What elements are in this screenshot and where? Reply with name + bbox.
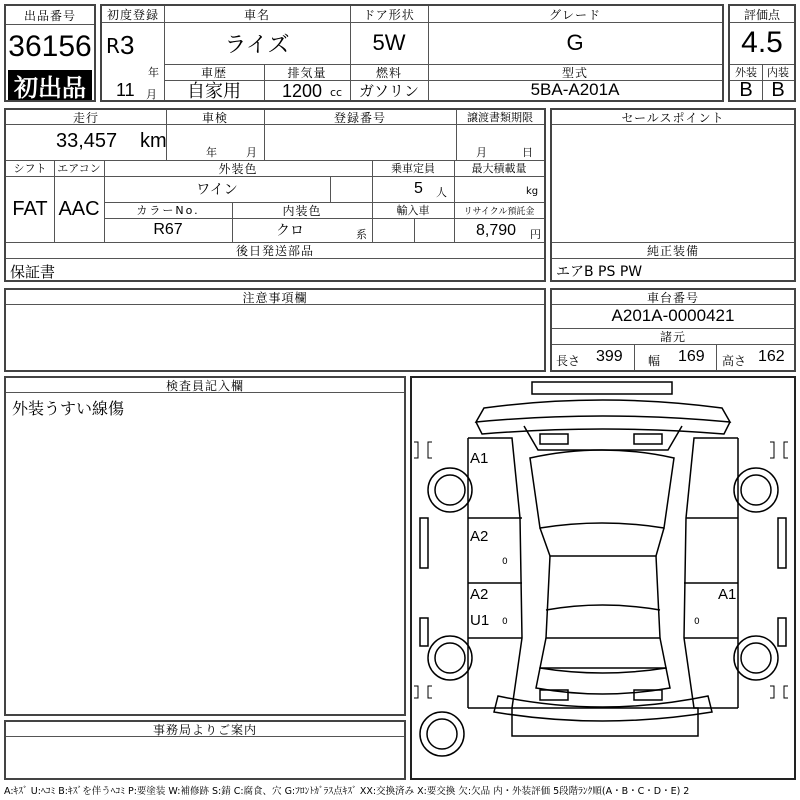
svg-text:0: 0 (502, 617, 508, 627)
sales-label: セールスポイント (621, 110, 725, 125)
length: 399 (596, 348, 623, 365)
score-box (728, 4, 796, 102)
length-label: 長さ (556, 354, 581, 368)
damage-code: A1 (470, 450, 489, 467)
color-no-label: カラーNo. (136, 204, 200, 217)
door-label: ドア形状 (363, 7, 415, 22)
int-color-unit: 系 (356, 228, 367, 241)
model-label: 型式 (561, 65, 588, 80)
recycle-unit: 円 (530, 228, 541, 241)
door: 5W (372, 30, 406, 55)
recycle: 8,790 (476, 222, 517, 239)
ac-label: エアコン (57, 162, 101, 175)
lot-box (4, 4, 96, 102)
disp-label: 排気量 (287, 65, 327, 80)
year-unit: 年 (148, 66, 159, 79)
svg-text:0: 0 (694, 617, 700, 627)
seats-label: 乗車定員 (391, 162, 435, 175)
history: 自家用 (187, 81, 241, 102)
lot-number: 36156 (8, 30, 92, 63)
plate-label: 登録番号 (333, 110, 386, 125)
inspector-label: 検査員記入欄 (165, 378, 244, 393)
transfer-day-unit: 日 (522, 146, 533, 159)
grade: G (566, 30, 584, 55)
score: 4.5 (741, 26, 783, 59)
history-label: 車歴 (200, 65, 227, 80)
import-label: 輸入車 (396, 204, 430, 217)
transfer-month-unit: 月 (476, 146, 487, 159)
reg-label: 初度登録 (106, 7, 159, 22)
reg-month: 11 (116, 80, 135, 100)
car-diagram (410, 376, 796, 780)
car-outline-diagram (412, 378, 794, 778)
shift-label: シフト (13, 162, 47, 175)
recycle-label: リサイクル預託金 (463, 206, 535, 217)
chassis: A201A-0000421 (611, 306, 735, 325)
transfer-label: 譲渡書類期限 (467, 111, 533, 124)
int-label: 内装 (767, 66, 789, 79)
vehicle-header (100, 4, 724, 102)
ext-color-label: 外装色 (218, 161, 258, 176)
disp-unit: cc (330, 86, 343, 99)
later: 保証書 (10, 263, 56, 281)
fuel-label: 燃料 (375, 65, 402, 80)
seats-unit: 人 (436, 186, 447, 199)
score-label: 評価点 (743, 7, 780, 22)
inspector-box (4, 376, 406, 716)
svg-text:0: 0 (502, 557, 508, 567)
sales-box (550, 108, 796, 282)
seats: 5 (414, 180, 423, 197)
office-label: 事務局よりご案内 (152, 722, 257, 737)
damage-code: A2 (470, 586, 489, 603)
ext-color: ワイン (196, 182, 238, 198)
int-grade: B (771, 78, 785, 101)
load-unit: kg (526, 186, 539, 197)
car-name: ライズ (224, 32, 290, 58)
ext-grade: B (739, 78, 753, 101)
caution-label: 注意事項欄 (242, 290, 308, 305)
mileage: 33,457 (56, 130, 118, 152)
ac: AAC (58, 197, 100, 220)
damage-code: U1 (470, 612, 490, 629)
width-label: 幅 (648, 354, 661, 368)
mileage-unit: km (140, 130, 167, 152)
fuel: ガソリン (358, 81, 419, 100)
color-no: R67 (153, 221, 183, 238)
height-label: 高さ (722, 354, 747, 368)
mileage-label: 走行 (72, 110, 99, 125)
caution-box (4, 288, 546, 372)
int-color: クロ (276, 223, 304, 239)
width: 169 (678, 348, 705, 365)
lot-label: 出品番号 (23, 8, 76, 23)
chassis-label: 車台番号 (646, 290, 699, 305)
inspect-label: 車検 (201, 110, 228, 125)
height: 162 (758, 348, 785, 365)
displacement: 1200 (282, 81, 323, 101)
shift: FAT (12, 197, 48, 220)
office-box (4, 720, 406, 780)
reg-era: R (106, 34, 120, 58)
int-color-label: 内装色 (282, 203, 322, 218)
first-listing-badge: 初出品 (8, 70, 92, 100)
chassis-box (550, 288, 796, 372)
damage-code: A2 (470, 528, 489, 545)
month-unit: 月 (146, 88, 157, 101)
reg-year: 3 (120, 30, 135, 60)
later-label: 後日発送部品 (235, 243, 314, 258)
equip: エアB PS PW (556, 264, 643, 280)
inspector-comment: 外装うすい線傷 (12, 399, 125, 418)
damage-code: A1 (718, 586, 737, 603)
legend-text: A:ｷｽﾞ U:ﾍｺﾐ B:ｷｽﾞを伴うﾍｺﾐ P:要塗装 W:補修跡 S:錆 C:腐食、穴 G:ﾌﾛﾝﾄｶﾞﾗｽ点ｷｽﾞ XX:交換済み X:要交換 欠:欠品 内・外装評価 5段階ﾗﾝｸ順(A・B・C・D・E) 2 (4, 786, 690, 797)
grade-label: グレード (548, 7, 601, 22)
details-box (4, 108, 546, 282)
ext-label: 外装 (735, 66, 757, 79)
inspect-month-unit: 月 (246, 146, 257, 159)
spec-label: 諸元 (659, 329, 686, 344)
load-label: 最大積載量 (471, 162, 527, 175)
model: 5BA-A201A (530, 80, 620, 99)
inspect-year-unit: 年 (206, 146, 217, 159)
equip-label: 純正装備 (646, 243, 699, 258)
name-label: 車名 (243, 7, 270, 22)
